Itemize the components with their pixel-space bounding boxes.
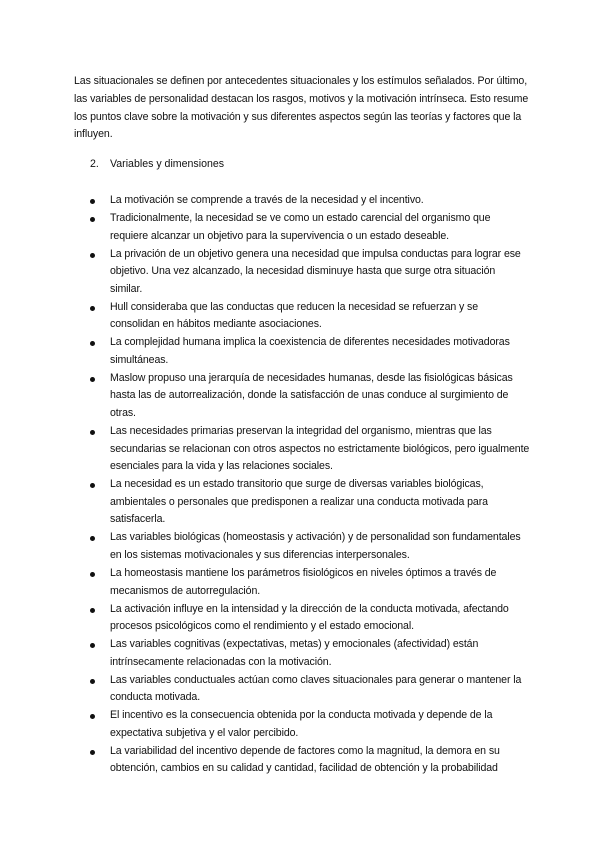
bullet-item bbox=[90, 636, 530, 671]
bullet-dot-icon bbox=[90, 679, 95, 684]
bullet-list bbox=[90, 192, 530, 778]
bullet-text: La complejidad humana implica la coexistencia de diferentes necesidades motivadoras simultáneas. bbox=[110, 336, 510, 366]
bullet-dot-icon bbox=[90, 377, 95, 382]
bullet-item bbox=[90, 334, 530, 369]
bullet-text: Hull consideraba que las conductas que reducen la necesidad se refuerzan y se consolidan en hábitos mediante asociaciones. bbox=[110, 300, 479, 331]
bullet-text: Las necesidades primarias preservan la integridad del organismo, mientras que las secundarias se relacionan con otros aspectos no estrictamente biológicos, pero igualmente esenciales para la vida y las relaciones sociales. bbox=[110, 425, 530, 473]
section-number: 2. bbox=[90, 158, 99, 170]
bullet-item bbox=[90, 246, 530, 299]
section-title: Variables y dimensiones bbox=[110, 158, 225, 170]
bullet-text: Las variables cognitivas (expectativas, metas) y emocionales (afectividad) están intrínsecamente relacionadas con la motivación. bbox=[110, 638, 479, 668]
bullet-item bbox=[90, 210, 530, 245]
bullet-text: La activación influye en la intensidad y la dirección de la conducta motivada, afectando procesos psicológicos como el rendimiento y el estado emocional. bbox=[110, 602, 509, 633]
bullet-text: La homeostasis mantiene los parámetros fisiológicos en niveles óptimos a través de mecanismos de autorregulación. bbox=[110, 566, 497, 597]
bullet-dot-icon bbox=[90, 483, 95, 488]
bullet-text: La variabilidad del incentivo depende de factores como la magnitud, la demora en su obtención, cambios en su calidad y cantidad, facilidad de obtención y la probabilidad bbox=[110, 744, 500, 775]
bullet-dot-icon bbox=[90, 430, 95, 435]
bullet-item bbox=[90, 707, 530, 742]
bullet-item bbox=[90, 423, 530, 476]
bullet-item bbox=[90, 565, 530, 600]
bullet-item bbox=[90, 192, 530, 210]
bullet-dot-icon bbox=[90, 714, 95, 719]
bullet-dot-icon bbox=[90, 643, 95, 648]
bullet-text: La necesidad es un estado transitorio que surge de diversas variables biológicas, ambientales o personales que predisponen a realizar una conducta motivada para satisfacerla. bbox=[110, 478, 488, 526]
bullet-dot-icon bbox=[90, 572, 95, 577]
bullet-text: La motivación se comprende a través de la necesidad y el incentivo. bbox=[110, 194, 424, 206]
bullet-text: El incentivo es la consecuencia obtenida por la conducta motivada y depende de la expectativa subjetiva y el valor percibido. bbox=[110, 709, 493, 739]
bullet-text: Maslow propuso una jerarquía de necesidades humanas, desde las fisiológicas básicas hasta las de autorrealización, donde la satisfacción de unas conduce al surgimiento de otras. bbox=[110, 371, 513, 420]
bullet-item bbox=[90, 370, 530, 423]
bullet-item bbox=[90, 601, 530, 636]
bullet-text: Tradicionalmente, la necesidad se ve como un estado carencial del organismo que requiere alcanzar un objetivo para la supervivencia o un estado deseable. bbox=[110, 211, 491, 242]
bullet-text: Las variables biológicas (homeostasis y activación) y de personalidad son fundamentales en los sistemas motivacionales y sus diferencias interpersonales. bbox=[110, 531, 521, 561]
bullet-item bbox=[90, 299, 530, 334]
bullet-item bbox=[90, 672, 530, 707]
bullet-dot-icon bbox=[90, 608, 95, 613]
bullet-dot-icon bbox=[90, 199, 95, 204]
bullet-dot-icon bbox=[90, 536, 95, 541]
bullet-dot-icon bbox=[90, 253, 95, 258]
bullet-dot-icon bbox=[90, 306, 95, 311]
bullet-text: La privación de un objetivo genera una necesidad que impulsa conductas para lograr ese objetivo. Una vez alcanzado, la necesidad disminuye hasta que surge otra situación similar. bbox=[110, 247, 521, 295]
bullet-dot-icon bbox=[90, 217, 95, 222]
bullet-dot-icon bbox=[90, 750, 95, 755]
intro-paragraph: Las situacionales se definen por antecedentes situacionales y los estímulos señalados. Por último, las variables de personalidad destacan los rasgos, motivos y la motivación intrínseca. Esto resume los puntos clave sobre la motivación y sus diferentes aspectos según las teorías y factores que la influyen. bbox=[74, 75, 529, 141]
section-heading bbox=[90, 156, 224, 172]
bullet-item bbox=[90, 743, 530, 778]
bullet-item bbox=[90, 529, 530, 564]
bullet-item bbox=[90, 476, 530, 529]
bullet-text: Las variables conductuales actúan como claves situacionales para generar o mantener la conducta motivada. bbox=[110, 673, 522, 704]
bullet-dot-icon bbox=[90, 341, 95, 346]
